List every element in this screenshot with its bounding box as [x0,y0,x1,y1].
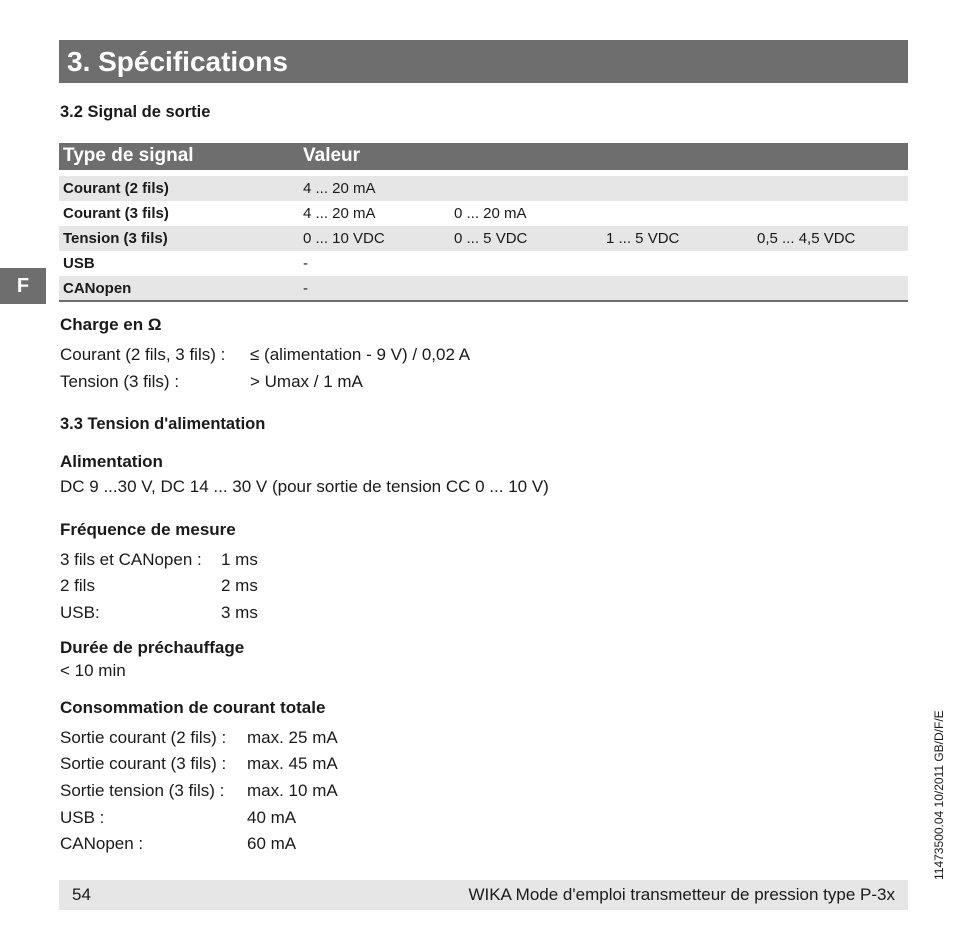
charge-label: Tension (3 fils) : [60,372,180,391]
page-footer [59,880,908,910]
consumption-row [60,728,460,750]
frequency-value: 1 ms [221,550,258,569]
charge-value: ≤ (alimentation - 9 V) / 0,02 A [250,345,471,364]
section-heading-output-signal: 3.2 Signal de sortie [60,103,211,121]
cell-value: - [303,280,308,297]
table-bottom-rule [59,300,908,302]
cell-type: USB [63,255,95,272]
header-value: Valeur [303,145,361,166]
page-number: 54 [72,885,91,904]
cell-type: Tension (3 fils) [63,230,168,247]
consumption-row [60,781,460,803]
consumption-value: 40 mA [247,808,297,827]
consumption-value: max. 10 mA [247,781,338,800]
page-title: 3. Spécifications [59,40,908,83]
warmup-text: < 10 min [60,661,126,680]
frequency-value: 2 ms [221,576,258,595]
charge-value: > Umax / 1 mA [250,372,363,391]
charge-row [60,372,660,394]
cell-value: 4 ... 20 mA [303,180,376,197]
consumption-label: CANopen : [60,834,144,853]
cell-value: 1 ... 5 VDC [606,230,680,247]
table-row [59,226,908,251]
footer-title: WIKA Mode d'emploi transmetteur de pression type P-3x [468,885,895,904]
frequency-label: USB: [60,603,100,622]
charge-row [60,345,660,367]
consumption-label: Sortie courant (2 fils) : [60,728,227,747]
frequency-label: 2 fils [60,576,95,595]
charge-label: Courant (2 fils, 3 fils) : [60,345,226,364]
consumption-row [60,808,460,830]
consumption-title: Consommation de courant totale [60,698,326,717]
language-tab: F [0,268,46,304]
cell-value: 0,5 ... 4,5 VDC [757,230,856,247]
alimentation-title: Alimentation [60,452,163,471]
consumption-label: Sortie courant (3 fils) : [60,754,227,773]
section-heading-supply: 3.3 Tension d'alimentation [60,415,266,433]
cell-type: Courant (3 fils) [63,205,169,222]
consumption-label: USB : [60,808,105,827]
header-signal-type: Type de signal [63,145,194,166]
consumption-row [60,834,460,856]
cell-type: CANopen [63,280,132,297]
consumption-label: Sortie tension (3 fils) : [60,781,225,800]
consumption-value: 60 mA [247,834,297,853]
table-row [59,276,908,301]
frequency-row [60,603,460,625]
consumption-value: max. 45 mA [247,754,338,773]
signal-table-header [59,143,908,170]
cell-value: 4 ... 20 mA [303,205,376,222]
consumption-value: max. 25 mA [247,728,338,747]
frequency-label: 3 fils et CANopen : [60,550,202,569]
cell-value: 0 ... 5 VDC [454,230,528,247]
alimentation-text: DC 9 ...30 V, DC 14 ... 30 V (pour sortie de tension CC 0 ... 10 V) [60,477,549,496]
frequency-row [60,576,460,598]
document-code: 11473500.04 10/2011 GB/D/F/E [932,710,946,880]
consumption-row [60,754,460,776]
table-row [59,176,908,201]
table-row [59,201,908,226]
cell-value: 0 ... 10 VDC [303,230,385,247]
frequency-title: Fréquence de mesure [60,520,236,539]
charge-title: Charge en Ω [60,315,162,334]
table-row [59,251,908,276]
cell-value: 0 ... 20 mA [454,205,527,222]
frequency-row [60,550,460,572]
cell-value: - [303,255,308,272]
frequency-value: 3 ms [221,603,258,622]
cell-type: Courant (2 fils) [63,180,169,197]
warmup-title: Durée de préchauffage [60,638,245,657]
